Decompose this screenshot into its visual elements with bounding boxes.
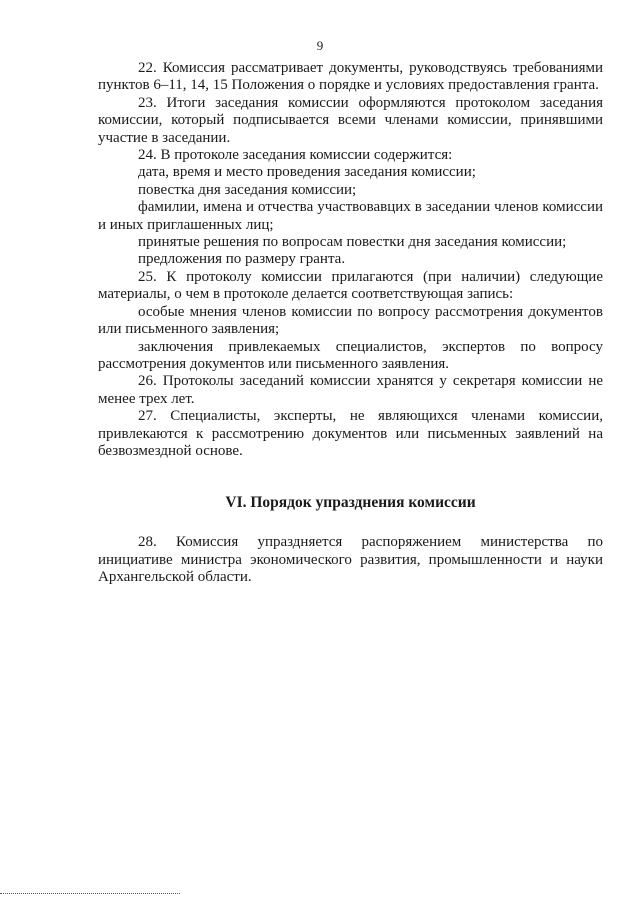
list-item-date-time-place: дата, время и место проведения заседания комиссии; [138,164,476,181]
list-item-agenda: повестка дня заседания комиссии; [138,181,357,198]
paragraph-25: 25. К протоколу комиссии прилагаются (при наличии) следующие материалы, о чем в протоколе делается соответствующая запись: [98,268,603,303]
list-item-expert-conclusions: заключения привлекаемых специалистов, экспертов по вопросу рассмотрения документов или письменного заявления. [98,338,603,372]
document-body [98,60,603,587]
list-item-decisions: принятые решения по вопросам повестки дня заседания комиссии; [138,234,567,251]
list-item-grant-proposals: предложения по размеру гранта. [138,251,346,268]
paragraph-22: 22. Комиссия рассматривает документы, руководствуясь требованиями пунктов 6–11, 14, 15 Положения о порядке и условиях предоставления гранта. [98,60,603,94]
paragraph-27: 27. Специалисты, эксперты, не являющихся членами комиссии, привлекаются к рассмотрению документов или письменных заявлений на безвозмездной основе. [98,408,603,459]
paragraph-26: 26. Протоколы заседаний комиссии хранятся у секретаря комиссии не менее трех лет. [98,373,603,407]
list-item-participants: фамилии, имена и отчества участвовавцих в заседании членов комиссии и иных приглашенных лиц; [98,199,603,233]
paragraph-23: 23. Итоги заседания комиссии оформляются протоколом заседания комиссии, который подписывается всеми членами комиссии, принявшими участие в заседании. [98,94,603,146]
footer-divider [0,893,180,894]
paragraph-24: 24. В протоколе заседания комиссии содержится: [138,147,453,164]
paragraph-28: 28. Комиссия упраздняется распоряжением министерства по инициативе министра экономического развития, промышленности и науки Архангельской области. [98,534,603,586]
section-heading: VI. Порядок упразднения комиссии [225,494,476,512]
page-number: 9 [316,38,324,53]
list-item-special-opinions: особые мнения членов комиссии по вопросу рассмотрения документов или письменного заявления; [98,303,603,338]
